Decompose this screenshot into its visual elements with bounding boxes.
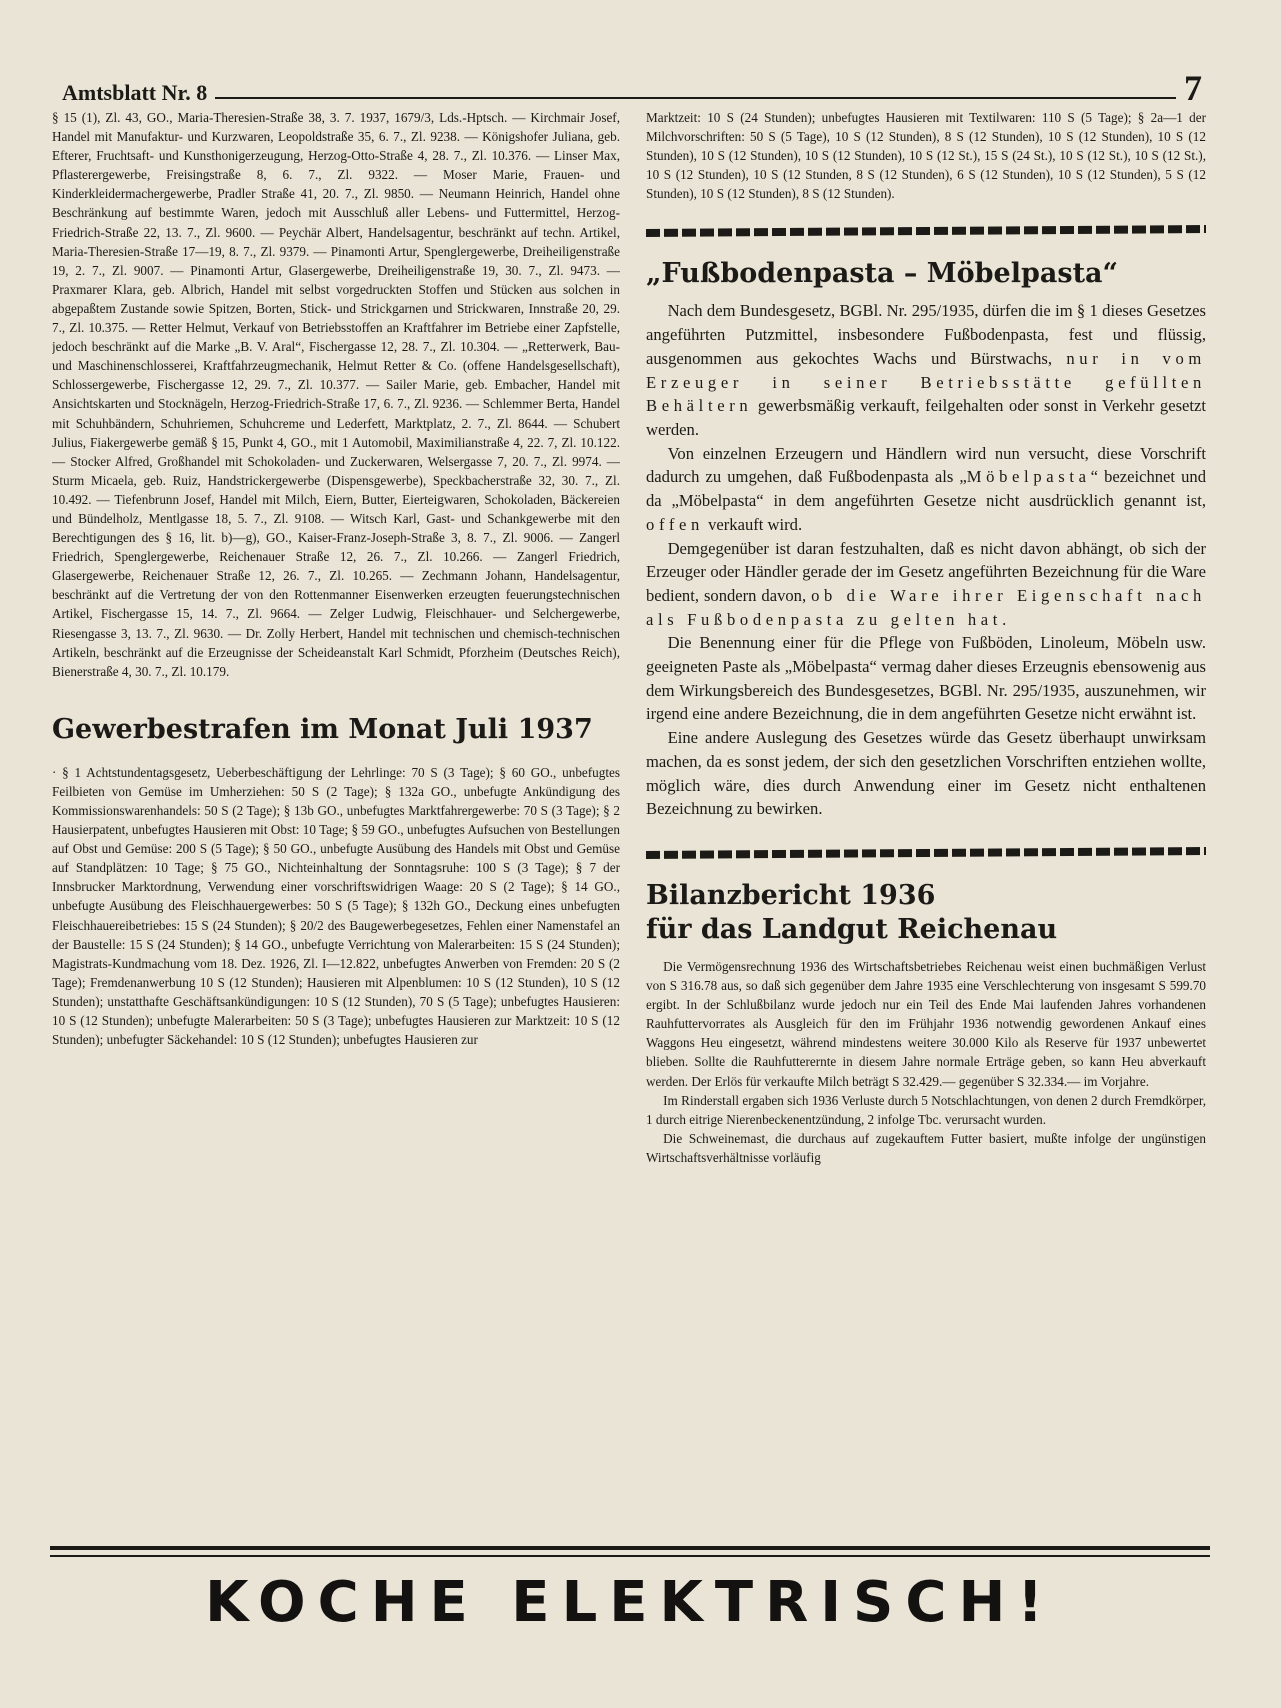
- text-run: verkauft wird.: [703, 514, 803, 534]
- balance-report-paragraph-1: Die Vermögensrechnung 1936 des Wirtschaftsbetriebes Reichenau weist einen buchmäßigen Verlust von S 316.78 aus, so daß sich gegenüber dem Jahre 1935 eine Verschlechterung von insgesamt S 599.70 ergibt. In der Schlußbilanz wurde jedoch nur ein Teil des Ende Mai laufenden Jahres vorhandenen Rauhfuttervorrates als Ausgleich für den im Frühjahr 1936 notwendig gewordenen Ankauf eines Waggons Heu eingesetzt, während mindestens weitere 30.000 Kilo als Reserve für 1937 unbewertet blieben. Sollte die Rauhfutterernte in diesem Jahre normale Erträge geben, so kann Heu abverkauft werden. Der Erlös für verkaufte Milch beträgt S 32.429.— gegenüber S 32.334.— im Vorjahre.: [646, 958, 1206, 1089]
- spacer: [646, 857, 1206, 879]
- trade-penalties-continued-text: Marktzeit: 10 S (24 Stunden); unbefugtes Hausieren mit Textilwaren: 110 S (5 Tage); § 2a—1 der Milchvorschriften: 50 S (5 Tage), 10 S (12 Stunden), 8 S (12 Stunden), 10 S (12 Stunden), 10 S (12 Stunden), 10 S (12 Stunden), 10 S (12 Stunden), 10 S (12 St.), 15 S (24 St.), 10 S (12 St.), 10 S (12 St.), 10 S (12 Stunden), 10 S (12 Stunden, 8 S (12 Stunden), 6 S (12 Stunden), 10 S (12 Stunden), 5 S (12 Stunden), 10 S (12 Stunden), 8 S (12 Stunden).: [646, 110, 1206, 202]
- text-run: gewerbsmäßig verkauft, feilgehalten oder sonst in Verkehr gesetzt werden.: [646, 396, 1206, 439]
- spacer: [646, 947, 1206, 957]
- floor-paste-paragraph-2: [646, 442, 1206, 537]
- page-number: 7: [1184, 68, 1202, 108]
- text-run: Von einzelnen Erzeugern und Händlern wird nun versucht, diese Vorschrift dadurch zu umgehen, daß Fußbodenpasta als „: [646, 443, 1206, 487]
- section-heading-floor-paste: „Fußbodenpasta – Möbelpasta“: [646, 258, 1119, 290]
- spacer: [646, 203, 1206, 227]
- floor-paste-paragraph-5: Eine andere Auslegung des Gesetzes würde das Gesetz überhaupt unwirksam machen, da es sonst jedem, der sich den gesetzlichen Vorschriften entziehen wollte, möglich wäre, dies durch Anwendung einer im Gesetz nicht enthaltenen Bezeichnung zu bewirken.: [646, 728, 1206, 819]
- trade-penalties-text: · § 1 Achtstundentagsgesetz, Ueberbeschäftigung der Lehrlinge: 70 S (3 Tage); § 60 GO., unbefugtes Feilbieten von Gemüse im Umherziehen: 50 S (2 Tage); § 132a GO., unbefugte Ankündigung des Kommissionswarenhandels: 50 S (2 Tage); § 13b GO., unbefugtes Marktfahrergewerbe: 70 S (3 Tage); § 2 Hausierpatent, unbefugtes Hausieren mit Obst: 10 Tage; § 59 GO., unbefugtes Aufsuchen von Bestellungen auf Obst und Gemüse: 200 S (5 Tage); § 50 GO., unbefugte Ausübung des Handels mit Obst und Gemüse auf Standplätzen: 10 Tage; § 75 GO., Nichteinhaltung der Sonntagsruhe: 100 S (3 Tage); § 7 der Innsbrucker Marktordnung, Verwendung einer vorschriftswidrigen Waage: 20 S (2 Tage); § 14 GO., unbefugte Ausübung des Fleischhauergewerbes: 50 S (5 Tage); § 132h GO., Deckung eines unbefugten Fleischhauereibetriebes: 15 S (24 Stunden); § 20/2 des Baugewerbegesetzes, Fehlen einer Namenstafel an der Baustelle: 15 S (24 Stunden); § 14 GO., unbefugte Verrichtung von Malerarbeiten: 15 S (24 Stunden); Magistrats-Kundmachung vom 18. Dez. 1926, Zl. I—12.822, unbefugtes Anwerben von Fremden: 20 S (2 Tage); Fremdenanwerbung 10 S (12 Stunden); Hausieren mit Alpenblumen: 10 S (12 Stunden), 10 S (12 Stunden); unstatthafte Geschäftsankündigungen: 10 S (12 Stunden), 70 S (5 Tage); unbefugtes Hausieren: 10 S (12 Stunden); unbefugte Malerarbeiten: 50 S (3 Tage); unbefugtes Hausieren zur Marktzeit: 10 S (12 Stunden); unbefugter Säckehandel: 10 S (12 Stunden); unbefugtes Hausieren zur: [52, 764, 620, 1048]
- left-column: [52, 108, 620, 1548]
- spaced-emphasis: offen: [646, 514, 704, 534]
- floor-paste-paragraph-4: Die Benennung einer für die Pflege von Fußböden, Linoleum, Möbeln usw. geeigneten Paste als „Möbelpasta“ vermag daher dieses Erzeugnis ebensowenig aus dem Wirkungsbereich des Bundesgesetzes, BGBl. Nr. 295/1935, auszunehmen, wir irgend eine andere Bezeichnung, die in dem angeführten Gesetze nicht erwähnt ist.: [646, 633, 1206, 724]
- text-run: “ bezeichnet und da „Möbelpasta“ in dem angeführten Gesetze nicht ausdrücklich genannt ist,: [646, 467, 1206, 511]
- business-registrations-text: § 15 (1), Zl. 43, GO., Maria-Theresien-Straße 38, 3. 7. 1937, 1679/3, Lds.-Hptsch. — Kirchmair Josef, Handel mit Manufaktur- und Kurzwaren, Leopoldstraße 35, 6. 7., Zl. 9238. — Königshofer Juliana, geb. Efterer, Fruchtsaft- und Kunsthonigerzeugung, Herzog-Otto-Straße 4, 28. 7., Zl. 10.376. — Linser Max, Pflasterergewerbe, Freisingstraße 8, 6. 7., Zl. 9322. — Moser Marie, Frauen- und Kinderkleidermachergewerbe, Pradler Straße 41, 20. 7., Zl. 9850. — Neumann Heinrich, Handel ohne Beschränkung auf bestimmte Waren, jedoch mit Ausschluß aller Lebens- und Futtermittel, Herzog-Friedrich-Straße 22, 13. 7., Zl. 9600. — Peychär Albert, Handelsagentur, beschränkt auf techn. Artikel, Maria-Theresien-Straße 17—19, 8. 7., Zl. 9379. — Pinamonti Artur, Spenglergewerbe, Dreiheiligenstraße 19, 2. 7., Zl. 9007. — Pinamonti Artur, Glasergewerbe, Dreiheiligenstraße 19, 30. 7., Zl. 9473. — Praxmarer Klara, geb. Albrich, Handel mit selbst vorgedruckten Stoffen und Stücken aus solchen in abgepaßtem Zustande sowie Spitzen, Borten, Stick- und Strickgarnen und Strickwaren, Innstraße 20, 29. 7., Zl. 10.375. — Retter Helmut, Verkauf von Betriebsstoffen an Kraftfahrer im Betriebe einer Zapfstelle, jedoch beschränkt auf die Marke „B. V. Aral“, Fischergasse 12, 28. 7., Zl. 10.304. — „Retterwerk, Bau- und Maschinenschlosserei, Kraftfahrzeugmechanik, Helmut Retter & Co. (offene Handelsgesellschaft), Schlossergewerbe, Fischergasse 12, 29. 7., Zl. 10.377. — Sailer Marie, geb. Embacher, Handel mit Ansichtskarten und Stocknägeln, Herzog-Friedrich-Straße 17, 6. 7., Zl. 9236. — Schlemmer Berta, Handel mit Schuhbändern, Schuhriemen, Schuhcreme und Lederfett, Marktplatz, 2. 7., Zl. 8644. — Schubert Julius, Fiakergewerbe gemäß § 15, Punkt 4, GO., mit 1 Automobil, Maximilianstraße 4, 22. 7, Zl. 10.122. — Stocker Alfred, Großhandel mit Schokoladen- und Zuckerwaren, Welsergasse 7, 20. 7., Zl. 9974. — Sturm Micaela, geb. Ruiz, Handstrickergewerbe (Dispensgewerbe), Speckbacherstraße 32, 30. 7., Zl. 10.492. — Tiefenbrunn Josef, Handel mit Milch, Eiern, Butter, Eierteigwaren, Schokoladen, Bäckereien und Bündelholz, Mentlgasse 18, 5. 7., Zl. 9108. — Witsch Karl, Gast- und Schankgewerbe mit den Berechtigungen des § 16, lit. b)—g), GO., Kaiser-Franz-Joseph-Straße 3, 8. 7., Zl. 9006. — Zangerl Friedrich, Spenglergewerbe, Reichenauer Straße 12, 26. 7., Zl. 10.266. — Zangerl Friedrich, Glasergewerbe, Reichenauer Straße 12, 26. 7., Zl. 10.265. — Zechmann Johann, Handelsagentur, beschränkt auf die Vertretung der von den Rottenmanner Eisenwerken erzeugten feuerungstechnischen Artikel, Fischergasse 15, 14. 7., Zl. 9664. — Zelger Ludwig, Fleischhauer- und Selchergewerbe, Riesengasse 3, 13. 7., Zl. 9630. — Dr. Zolly Herbert, Handel mit technischen und chemisch-technischen Artikeln, beschränkt auf die Erzeugnisse der Scheideanstalt Karl Schmidt, Pforzheim (Deutsches Reich), Bienerstraße 4, 30. 7., Zl. 10.179.: [52, 110, 620, 679]
- text-run: Demgegenüber ist daran festzuhalten, daß es nicht davon abhängt, ob sich der Erzeuger oder Händler gerade der im Gesetz angeführten Bezeichnung für die Ware bedient, sondern davon,: [646, 538, 1206, 605]
- spacer: [52, 747, 620, 763]
- floor-paste-paragraph-1: [646, 299, 1206, 441]
- publication-title: Amtsblatt Nr. 8: [62, 80, 208, 105]
- header-rule: [215, 97, 1176, 99]
- section-subheading-reichenau: für das Landgut Reichenau: [646, 913, 1058, 945]
- right-column: [646, 108, 1206, 1548]
- spaced-emphasis: Möbelpasta: [966, 467, 1091, 487]
- spaced-emphasis: ob die Ware ihrer Eigenschaft nach als Fußbodenpasta zu gelten hat.: [646, 585, 1206, 629]
- floor-paste-paragraph-3: [646, 537, 1206, 632]
- spacer: [646, 821, 1206, 849]
- banner-rule-inner: [50, 1555, 1210, 1557]
- advertisement-banner: KOCHE ELEKTRISCH!: [205, 1570, 1055, 1635]
- spacer: [52, 681, 620, 713]
- spaced-emphasis: nur in vom Erzeuger in seiner Betriebsstätte gefüllten Behältern: [646, 348, 1206, 416]
- text-run: Nach dem Bundesgesetz, BGBl. Nr. 295/1935, dürfen die im § 1 dieses Gesetzes angeführten Putzmittel, insbesondere Fußbodenpasta, fest und flüssig, ausgenommen aus gekochtes Wachs und Bürstwachs,: [646, 301, 1206, 368]
- page-header: [62, 66, 1202, 106]
- balance-report-paragraph-3: Die Schweinemast, die durchaus auf zugekauftem Futter basiert, mußte infolge der ungünstigen Wirtschaftsverhältnisse vorläufig: [646, 1130, 1206, 1165]
- banner-rule-top: [50, 1546, 1210, 1550]
- section-heading-balance-report: Bilanzbericht 1936: [646, 879, 936, 911]
- section-heading-trade-penalties: Gewerbestrafen im Monat Juli 1937: [52, 713, 593, 745]
- spacer: [646, 235, 1206, 257]
- balance-report-paragraph-2: Im Rinderstall ergaben sich 1936 Verluste durch 5 Notschlachtungen, von denen 2 durch Fremdkörper, 1 durch eitrige Nierenbeckenentzündung, 2 infolge Tbc. verursacht wurden.: [646, 1092, 1206, 1127]
- spacer: [646, 291, 1206, 299]
